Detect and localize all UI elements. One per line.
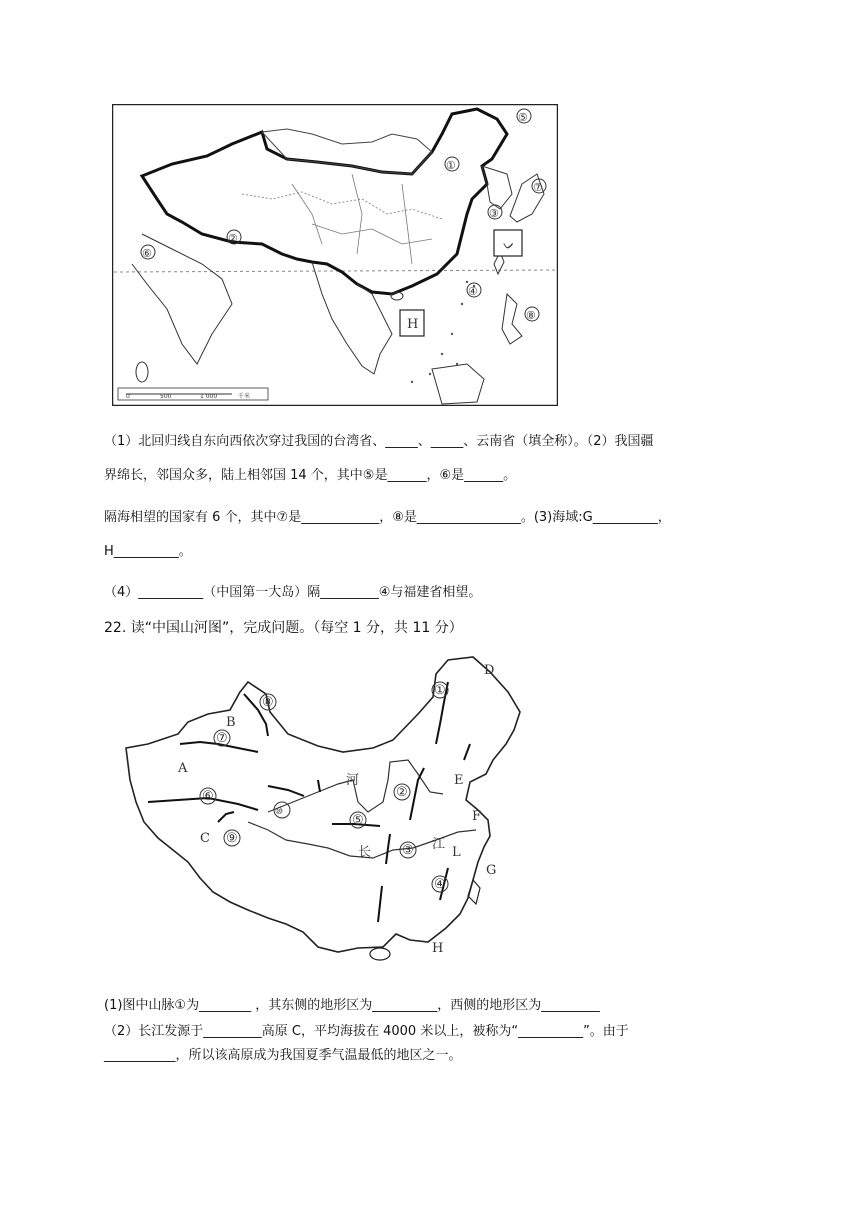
map2-num-1: ① (434, 683, 446, 698)
q1-line-2: 界绵长，邻国众多，陆上相邻国 14 个，其中⑤是______，⑥是______。 (104, 468, 517, 483)
map2-letter-d: D (484, 663, 495, 678)
map2-letter-e: E (454, 773, 464, 788)
map2-num-10: ⑩ (275, 807, 284, 817)
map2-num-7: ⑦ (216, 731, 228, 746)
map1-label-2: ② (228, 232, 238, 245)
map2-num-4: ④ (434, 877, 446, 892)
map2-river-chang: 长 (358, 845, 372, 860)
map2-river-he: 河 (346, 773, 360, 788)
q22-line-2: （2）长江发源于_________高原 C，平均海拔在 4000 米以上，被称为“__________”。由于 (104, 1024, 629, 1039)
scale-1000: 1 000 (200, 393, 218, 400)
q22-title: 22. 读“中国山河图”，完成问题。（每空 1 分，共 11 分） (104, 620, 463, 636)
map-asia-region (112, 104, 558, 406)
scale-500: 500 (160, 393, 172, 400)
map1-label-4: ④ (468, 285, 478, 298)
map2-num-2: ② (396, 785, 408, 800)
map2-letter-a: A (178, 761, 188, 776)
map2-letter-f: F (472, 809, 482, 824)
scale-unit: 千米 (238, 393, 251, 400)
q22-line-1: (1)图中山脉①为________ ，其东侧的地形区为__________，西侧的地形区为_________ (104, 998, 600, 1013)
q1-line-1: （1）北回归线自东向西依次穿过我国的台湾省、_____、_____、云南省（填全称）。（2）我国疆 (104, 434, 654, 449)
map2-river-jiang: 江 (432, 837, 446, 852)
map-china-mountains-rivers (118, 652, 564, 970)
map1-label-1: ① (446, 159, 456, 172)
map2-letter-g: G (486, 863, 497, 878)
q1-line-5: （4）__________（中国第一大岛）隔_________④与福建省相望。 (104, 585, 482, 600)
map1-label-7: ⑦ (533, 181, 543, 194)
map2-num-9: ⑨ (226, 831, 238, 846)
map1-label-5: ⑤ (518, 111, 528, 124)
q22-line-3: ___________，所以该高原成为我国夏季气温最低的地区之一。 (104, 1048, 462, 1063)
scale-0: 0 (126, 393, 130, 400)
map1-label-8: ⑧ (526, 309, 536, 322)
map2-letter-c: C (200, 831, 210, 846)
q1-line-4: H__________。 (104, 544, 192, 559)
map2-num-6: ⑥ (202, 789, 214, 804)
map1-label-3: ③ (489, 207, 499, 220)
map2-letter-b: B (226, 715, 236, 730)
q1-line-3: 隔海相望的国家有 6 个，其中⑦是____________，⑧是________________。(3)海域:G__________， (104, 510, 671, 525)
map1-box-h: H (407, 317, 419, 332)
map2-letter-l: L (452, 845, 461, 860)
map2-num-3: ③ (402, 843, 414, 858)
map1-box-g: ᨆ (503, 238, 515, 253)
map1-label-6: ⑥ (142, 247, 152, 260)
map2-letter-h: H (432, 941, 444, 956)
map2-num-5: ⑤ (352, 813, 364, 828)
map2-num-8: ⑧ (262, 695, 274, 710)
